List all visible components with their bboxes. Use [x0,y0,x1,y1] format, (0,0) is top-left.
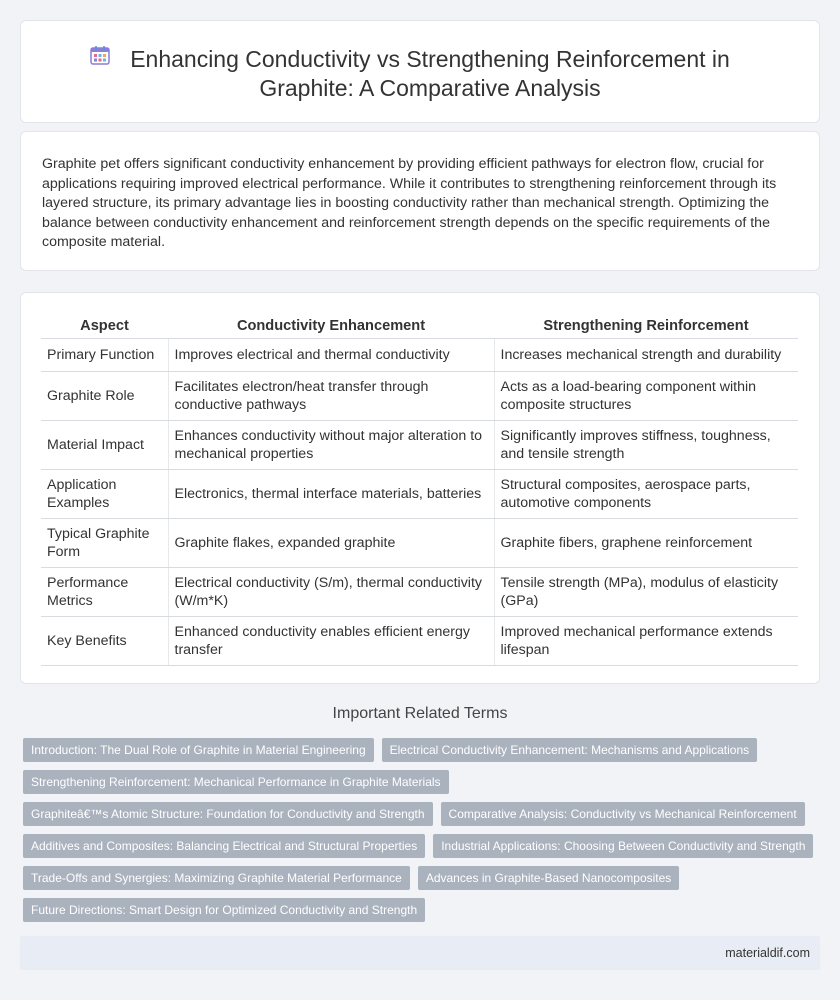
related-terms-heading: Important Related Terms [332,705,508,722]
table-cell: Acts as a load-bearing component within composite structures [494,371,798,420]
table-cell: Typical Graphite Form [41,518,168,567]
related-term-tag[interactable]: Electrical Conductivity Enhancement: Mechanisms and Applications [382,738,758,762]
table-row [41,616,798,665]
table-cell: Increases mechanical strength and durability [494,338,798,371]
table-cell: Graphite flakes, expanded graphite [168,518,494,567]
table-cell: Primary Function [41,338,168,371]
related-term-tag[interactable]: Industrial Applications: Choosing Between Conductivity and Strength [433,834,813,858]
table-header-row [41,314,798,338]
header-aspect: Aspect [41,314,168,338]
table-cell: Electrical conductivity (S/m), thermal conductivity (W/m*K) [168,567,494,616]
header-strengthening: Strengthening Reinforcement [494,314,798,338]
intro-card [20,131,820,271]
comparison-table-card [20,292,820,684]
table-row [41,469,798,518]
related-term-tag[interactable]: Graphiteâ€™s Atomic Structure: Foundation for Conductivity and Strength [23,802,433,826]
footer [20,936,820,970]
table-cell: Significantly improves stiffness, toughness, and tensile strength [494,420,798,469]
table-cell: Enhances conductivity without major alteration to mechanical properties [168,420,494,469]
table-cell: Material Impact [41,420,168,469]
table-row [41,518,798,567]
table-cell: Electronics, thermal interface materials, batteries [168,469,494,518]
comparison-table [41,314,798,666]
table-cell: Facilitates electron/heat transfer through conductive pathways [168,371,494,420]
related-term-tag[interactable]: Introduction: The Dual Role of Graphite in Material Engineering [23,738,374,762]
table-cell: Improved mechanical performance extends lifespan [494,616,798,665]
table-cell: Graphite fibers, graphene reinforcement [494,518,798,567]
header-conductivity: Conductivity Enhancement [168,314,494,338]
table-cell: Tensile strength (MPa), modulus of elasticity (GPa) [494,567,798,616]
title-card [20,20,820,123]
page-title: Enhancing Conductivity vs Strengthening Reinforcement in Graphite: A Comparative Analysis [130,46,730,101]
table-cell: Enhanced conductivity enables efficient energy transfer [168,616,494,665]
related-term-tag[interactable]: Advances in Graphite-Based Nanocomposites [418,866,679,890]
related-term-tag[interactable]: Additives and Composites: Balancing Electrical and Structural Properties [23,834,425,858]
table-cell: Structural composites, aerospace parts, automotive components [494,469,798,518]
table-cell: Performance Metrics [41,567,168,616]
table-row [41,567,798,616]
table-cell: Improves electrical and thermal conductivity [168,338,494,371]
table-cell: Key Benefits [41,616,168,665]
table-row [41,371,798,420]
table-row [41,338,798,371]
intro-paragraph: Graphite pet offers significant conductivity enhancement by providing efficient pathways for electron flow, crucial for applications requiring improved electrical performance. While it contributes to strengthening reinforcement through its layered structure, its primary advantage lies in boosting conductivity rather than mechanical strength. Optimizing the balance between conductivity enhancement and reinforcement strength depends on the specific requirements of the composite material. [42,156,777,250]
related-term-tag[interactable]: Strengthening Reinforcement: Mechanical Performance in Graphite Materials [23,770,449,794]
table-cell: Application Examples [41,469,168,518]
related-terms-list [23,738,823,930]
related-term-tag[interactable]: Future Directions: Smart Design for Optimized Conductivity and Strength [23,898,425,922]
table-row [41,420,798,469]
related-term-tag[interactable]: Comparative Analysis: Conductivity vs Mechanical Reinforcement [441,802,805,826]
footer-site-link[interactable]: materialdif.com [725,946,810,960]
related-term-tag[interactable]: Trade-Offs and Synergies: Maximizing Graphite Material Performance [23,866,410,890]
table-cell: Graphite Role [41,371,168,420]
